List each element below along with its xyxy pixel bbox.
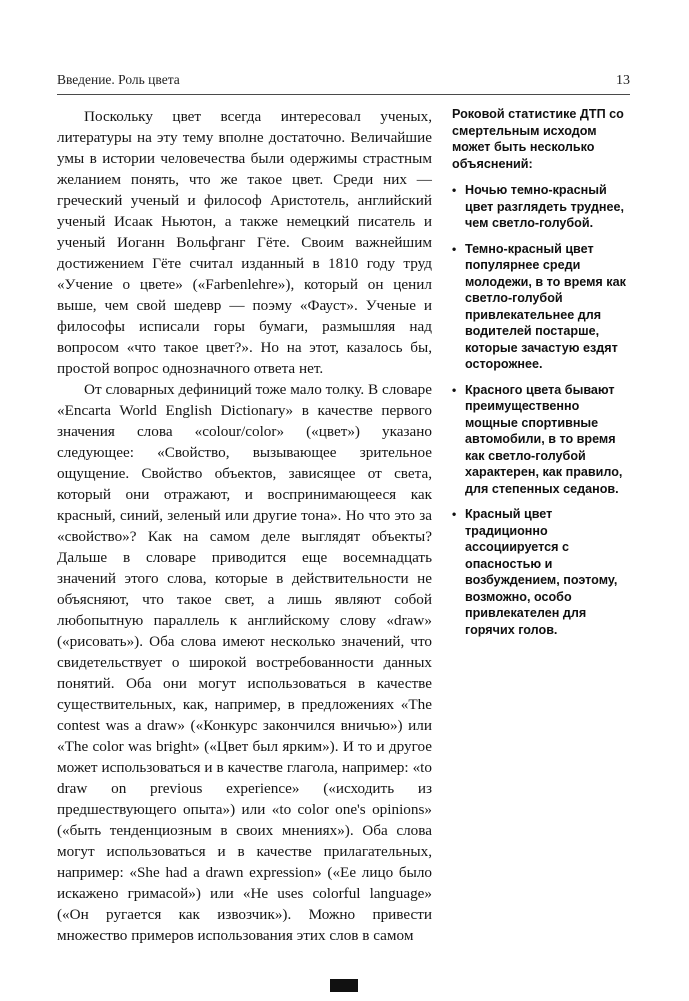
list-item-text: Красного цвета бывают преимущественно мощные спортивные автомобили, в то время как светло-голубой характерен, как правило, для степенных седанов. [465,382,623,496]
list-item [452,241,630,373]
page-content [57,106,630,946]
sidebar-note [452,106,630,946]
page-number: 13 [616,73,630,88]
bullet-icon: • [452,382,457,397]
sidebar-intro: Роковой статистике ДТП со смертельным исходом может быть несколько объяснений: [452,107,624,171]
list-item-text: Красный цвет традиционно ассоциируется с опасностью и возбуждением, поэтому, возможно, особо привлекателен для горячих голов. [465,507,618,637]
bullet-icon: • [452,241,457,256]
running-head-title: Введение. Роль цвета [57,72,180,87]
bullet-icon: • [452,507,457,521]
main-text-column [57,106,432,946]
printers-mark [330,979,358,992]
list-item [452,382,630,498]
list-item-text: Темно-красный цвет популярнее среди молодежи, в то время как светло-голубой привлекательнее для водителей постарше, которые зачастую ездят осторожнее. [465,241,626,371]
running-head [57,72,630,95]
list-item [452,506,630,638]
list-item-text: Ночью темно-красный цвет разглядеть труднее, чем светло-голубой. [465,183,624,230]
bullet-icon: • [452,183,457,197]
paragraph: От словарных дефиниций тоже мало толку. В словаре «Encarta World English Dictionary» в качестве первого значения слова «colour/color» («цвет») указано следующее: «Свойство, вызывающее зрительное ощущение. Свойство объектов, зависящее от света, который они отражают, и воспринимающееся как красный, синий, зеленый или другие тона». Но что это за «свойство»? Как на самом деле выглядят объекты? Дальше в словаре приводится еще восемнадцать значений этого слова, которые в действительности не объясняют, что такое свет, а лишь являют собой любопытную параллель к английскому слову «draw» («рисовать»). Оба слова имеют несколько значений, что свидетельствует о широкой востребованности данных понятий. Оба они могут использоваться в качестве существительных, как, например, в предложениях «The contest was a draw» («Конкурс закончился вничью») или «The color was bright» («Цвет был ярким»). И то и другое может использоваться и в качестве глагола, например: «to draw on previous experience» («исходить из предшествующего опыта») или «to color one's opinions» («быть тенденциозным в своих мнениях»). Оба слова могут использоваться и в качестве прилагательных, например: «She had a drawn expression» («Ее лицо было искажено гримасой») или «He uses colorful language» («Он ругается как извозчик»). Можно привести множество примеров использования этих слов в самом [57,381,432,944]
paragraph: Поскольку цвет всегда интересовал ученых, литературы на эту тему вполне достаточно. Величайшие умы в истории человечества были одержимы страстным желанием понять, что же такое цвет. Среди них — греческий ученый и философ Аристотель, английский ученый Исаак Ньютон, а также немецкий писатель и ученый Иоганн Вольфганг Гёте. Своим важнейшим достижением Гёте считал изданный в 1810 году труд «Учение о цвете» («Farbenlehre»), который он ценил выше, чем свой шедевр — поэму «Фауст». Ученые и философы исписали горы бумаги, размышляя над вопросом «что такое цвет?». Но на этот, казалось бы, простой вопрос однозначного ответа нет. [57,108,432,377]
list-item [452,182,630,232]
